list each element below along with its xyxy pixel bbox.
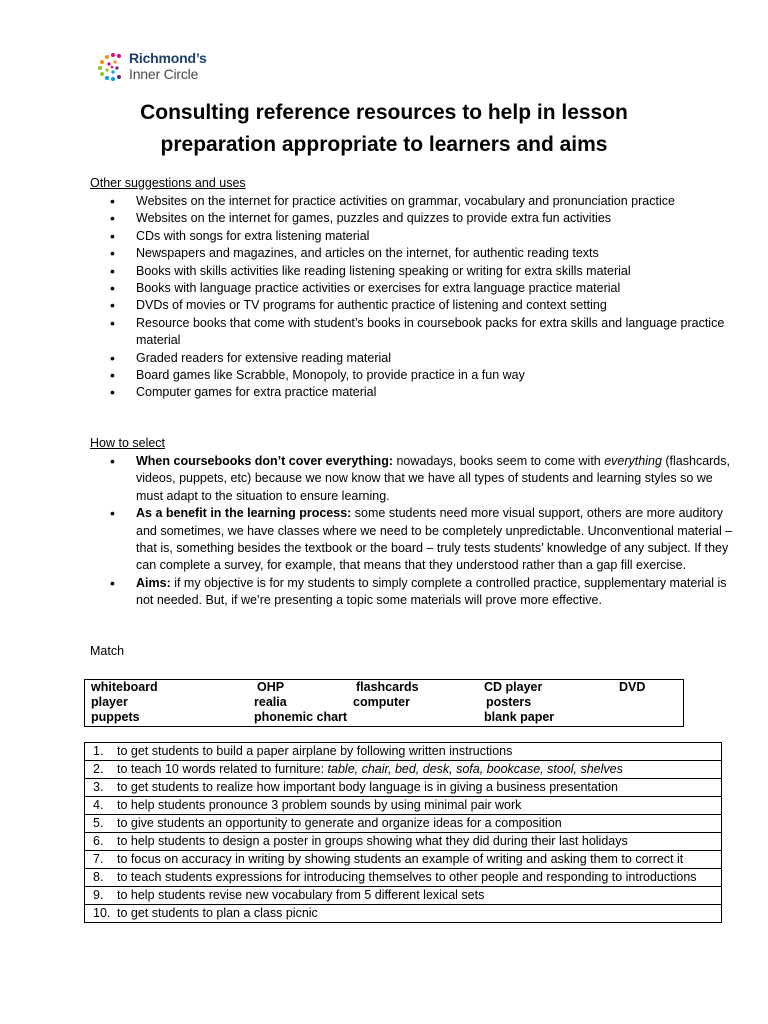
list-item <box>136 505 736 575</box>
list-item: • Websites on the internet for games, puzzles and quizzes to provide extra fun activities <box>136 210 736 227</box>
page-title-line2: preparation appropriate to learners and aims <box>160 133 608 156</box>
match-word: blank paper <box>484 710 555 724</box>
task-number: 9. <box>93 888 104 902</box>
task-number: 8. <box>93 870 104 884</box>
suggestions-heading: Other suggestions and uses <box>90 176 246 190</box>
table-cell <box>85 869 722 887</box>
table-row <box>85 761 722 779</box>
list-item: • DVDs of movies or TV programs for authentic practice of listening and context setting <box>136 297 736 314</box>
list-item <box>136 453 736 505</box>
task-number: 2. <box>93 762 104 776</box>
suggestions-list <box>90 193 736 402</box>
table-cell <box>85 905 722 923</box>
match-task-table <box>84 742 722 923</box>
task-number: 5. <box>93 816 104 830</box>
richmond-logo <box>97 48 237 88</box>
select-heading: How to select <box>90 436 166 450</box>
bullet-text: (flashcards, videos, puppets, etc) because we now know that we have all types of students and learning styles so we must adapt to the situation to ensure learning. <box>136 454 730 503</box>
task-text: to get students to build a paper airplane by following written instructions <box>117 744 513 758</box>
list-item: • CDs with songs for extra listening material <box>136 228 736 245</box>
list-item: • Books with skills activities like reading listening speaking or writing for extra skills material <box>136 263 736 280</box>
table-cell <box>85 887 722 905</box>
match-label: Match <box>90 644 125 658</box>
table-row <box>85 743 722 761</box>
list-item: • Graded readers for extensive reading material <box>136 350 736 367</box>
match-word-box <box>84 679 684 727</box>
task-text: to help students to design a poster in groups showing what they did during their last holidays <box>117 834 628 848</box>
table-row <box>85 887 722 905</box>
task-text: to give students an opportunity to generate and organize ideas for a composition <box>117 816 562 830</box>
match-word: realia <box>254 695 287 709</box>
bullet-lead: When coursebooks don’t cover everything: <box>136 454 393 468</box>
logo-line2: Inner Circle <box>129 66 199 82</box>
task-text: to get students to realize how important body language is in giving a business presentation <box>117 780 619 794</box>
bullet-lead: As a benefit in the learning process: <box>136 506 352 521</box>
bullet-lead: Aims: <box>136 575 171 590</box>
list-item <box>136 575 736 610</box>
bullet-text: some students need more visual support, others are more auditory and sometimes, we have classes where we need to be completely unpredictable. Unconventional material – that is, something besides the textbook or the board – truly tests students’ knowledge of any subject. If they can complete a survey, for example, that means that they understood rather than a gap fill exercise. <box>136 506 733 573</box>
logo-dots-icon <box>97 52 127 82</box>
table-row <box>85 797 722 815</box>
task-number: 6. <box>93 834 104 848</box>
table-row <box>85 851 722 869</box>
task-text: to focus on accuracy in writing by showing students an example of writing and asking them to correct it <box>117 852 684 866</box>
list-item: • Books with language practice activities or exercises for extra language practice material <box>136 280 736 297</box>
table-cell <box>85 833 722 851</box>
match-word: player <box>91 695 128 709</box>
task-text: to teach students expressions for introducing themselves to other people and responding to introductions <box>117 870 697 884</box>
match-word: OHP <box>257 680 285 694</box>
match-word: flashcards <box>356 680 419 694</box>
bullet-emphasis: everything <box>604 454 662 468</box>
table-cell <box>85 851 722 869</box>
bullet-text: nowadays, books seem to come with <box>393 454 605 468</box>
table-row <box>85 869 722 887</box>
match-word: CD player <box>484 680 543 694</box>
table-row <box>85 815 722 833</box>
list-item: • Board games like Scrabble, Monopoly, to provide practice in a fun way <box>136 367 736 384</box>
table-row <box>85 833 722 851</box>
list-item: • Newspapers and magazines, and articles on the internet, for authentic reading texts <box>136 245 736 262</box>
task-text: to get students to plan a class picnic <box>117 906 318 920</box>
match-word: posters <box>486 695 532 709</box>
task-text: to help students revise new vocabulary from 5 different lexical sets <box>117 888 485 902</box>
table-cell <box>85 797 722 815</box>
table-cell <box>85 815 722 833</box>
page-title-line1: Consulting reference resources to help in lesson <box>140 101 628 124</box>
table-cell <box>85 743 722 761</box>
table-cell <box>85 761 722 779</box>
list-item: • Computer games for extra practice material <box>136 384 736 401</box>
table-row <box>85 905 722 923</box>
task-emphasis: table, chair, bed, desk, sofa, bookcase, stool, shelves <box>327 762 623 776</box>
match-word: phonemic chart <box>254 710 348 724</box>
bullet-text: if my objective is for my students to simply complete a controlled practice, supplementary material is not needed. But, if we’re presenting a topic some materials will prove more effective. <box>136 575 727 608</box>
list-item: • Resource books that come with student’s books in coursebook packs for extra skills and language practice material <box>136 315 736 350</box>
match-word: whiteboard <box>91 680 158 694</box>
page-title <box>60 97 708 161</box>
match-word: computer <box>353 695 410 709</box>
task-number: 7. <box>93 852 104 866</box>
list-item: • Websites on the internet for practice activities on grammar, vocabulary and pronunciation practice <box>136 193 736 210</box>
task-text: to teach 10 words related to furniture: <box>117 762 328 776</box>
task-number: 3. <box>93 780 104 794</box>
task-text: to help students pronounce 3 problem sounds by using minimal pair work <box>117 798 522 812</box>
task-number: 10. <box>93 906 111 920</box>
match-word: DVD <box>619 680 646 694</box>
table-cell <box>85 779 722 797</box>
task-number: 4. <box>93 798 104 812</box>
table-row <box>85 779 722 797</box>
select-list <box>90 453 736 610</box>
match-word: puppets <box>91 710 140 724</box>
logo-line1: Richmond’s <box>129 50 207 66</box>
task-number: 1. <box>93 744 104 758</box>
